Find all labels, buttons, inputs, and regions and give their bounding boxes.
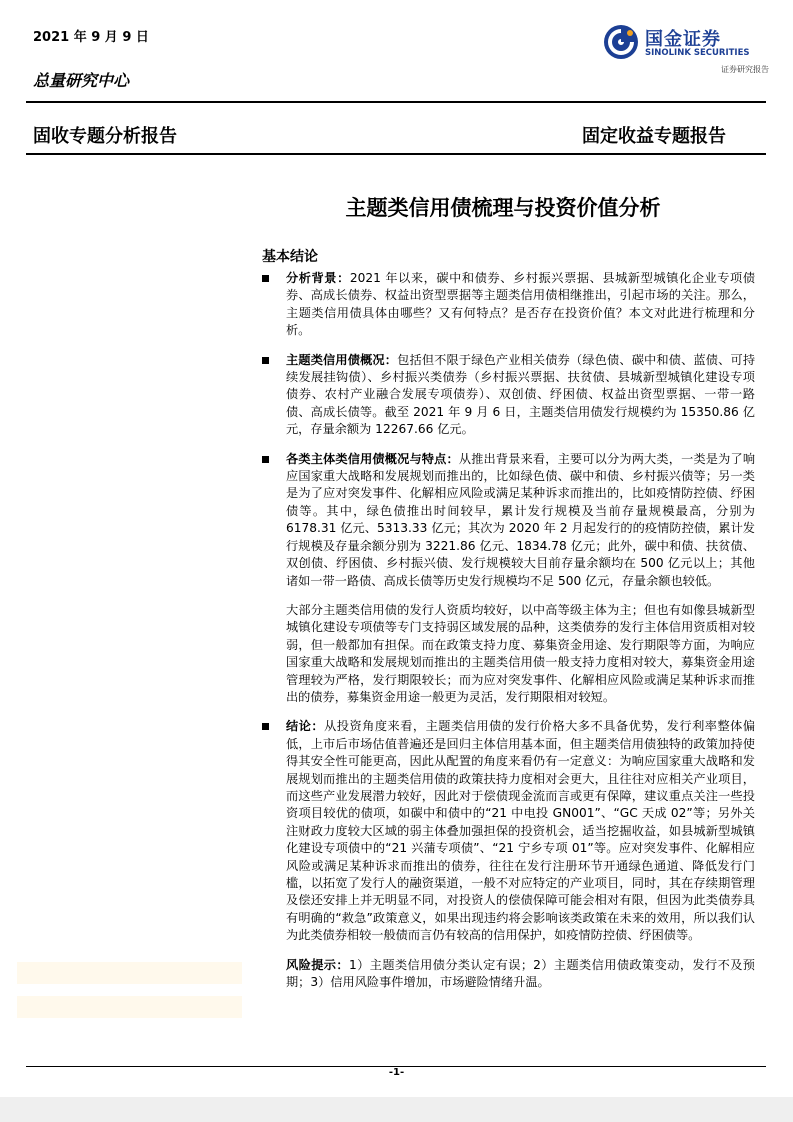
bullet-features bbox=[262, 451, 755, 590]
header-rule-bottom bbox=[26, 153, 766, 155]
bullet-text: 从推出背景来看，主要可以分为两大类，一类是为了响应国家重大战略和发展规划而推出的，比如绿色债、碳中和债、乡村振兴债等；另一类是为了应对突发事件、化解相应风险或满足某种诉求而推出的，比如疫情防控债、纾困债等。其中，绿色债推出时间较早，累计发行规模及当前存量规模最高，分别为 6178.31 亿元、5313.33 亿元；其次为 2020 年 2 月起发行的的疫情防控债，累计发行规模及存量余额分别为 3221.86 亿元、1834.78 亿元；此外，碳中和债、扶贫债、双创债、纾困债、乡村振兴债、发行规模较大目前存量余额均在 500 亿元以上；其他诸如一带一路债、高成长债等历史发行规模均不足 500 亿元，存量余额也较低。 bbox=[286, 451, 756, 588]
footer-band bbox=[0, 1097, 793, 1122]
logo-subtitle: 证券研究报告 bbox=[721, 65, 769, 74]
header-rule-top bbox=[26, 101, 766, 103]
sidebar-shade-block bbox=[17, 962, 242, 984]
report-date: 2021 年 9 月 9 日 bbox=[33, 30, 149, 45]
logo-name-en: SINOLINK SECURITIES bbox=[645, 48, 750, 58]
risk-label: 风险提示： bbox=[286, 957, 349, 972]
bullet-text: 从投资角度来看，主题类信用债的发行价格大多不具备优势，发行利率整体偏低，上市后市场估值普遍还是回归主体信用基本面，但主题类信用债独特的政策加持使得其安全性可能更高，因此从配置的角度来看仍有一定意义：为响应国家重大战略和发展规划而推出的主题类信用债的政策扶持力度相对会更大，且往往对应相关产业项目，而这些产业发展潜力较好，因此对于偿债现金流而言或更有保障，建议重点关注一些投资项目较优的债项，如碳中和债中的“21 中电投 GN001”、“GC 天成 02”等；另外关注财政力度较大区域的弱主体叠加强担保的投资机会，适当挖掘收益，如县城新型城镇化建设专项债中的“21 兴蒲专项债”、“21 宁乡专项 01”等。应对突发事件、化解相应风险或满足某种诉求而推出的债券，往往在发行注册环节开通绿色通道、降低发行门槛，以拓宽了发行人的融资渠道，一般不对应特定的产业项目，同时，其在存续期管理及偿还安排上并无明显不同，对投资人的偿债保障可能会相对有限，但因为此类债券具有明确的“救急”政策意义，如果出现违约将会影响该类政策在未来的效用，所以我们认为此类债券相较一般债而言仍有较高的信用保护，如疫情防控债、纾困债等。 bbox=[286, 719, 756, 943]
research-center: 总量研究中心 bbox=[33, 71, 130, 90]
paragraph-text: 大部分主题类信用债的发行人资质均较好，以中高等级主体为主；但也有如像县城新型城镇化建设专项债等专门支持弱区域发展的品种，这类债券的发行主体信用资质相对较弱，但一般都加有担保。而在政策支持力度、募集资金用途、发行期限等方面，为响应国家重大战略和发展规划而推出的主题类信用债一般支持力度相对较大，募集资金用途管理较为严格，发行期限较长；而为应对突发事件、化解相应风险或满足某种诉求而推出的债券，募集资金用途一般更为灵活，发行期限相对较短。 bbox=[286, 602, 755, 704]
bullet-square-icon bbox=[262, 357, 269, 364]
bullet-label: 主题类信用债概况： bbox=[286, 352, 398, 367]
logo-name-cn: 国金证券 bbox=[645, 29, 721, 50]
bullet-square-icon bbox=[262, 275, 269, 282]
report-type-left: 固收专题分析报告 bbox=[33, 126, 177, 147]
paragraph-risk bbox=[262, 957, 755, 992]
bullet-overview bbox=[262, 352, 755, 439]
bullet-label: 结论： bbox=[286, 719, 325, 734]
bullet-square-icon bbox=[262, 456, 269, 463]
logo-mark-icon bbox=[603, 24, 639, 60]
summary-body bbox=[262, 270, 755, 1003]
bullet-square-icon bbox=[262, 723, 269, 730]
page-number: -1- bbox=[388, 1067, 405, 1078]
report-type-right: 固定收益专题报告 bbox=[582, 126, 726, 147]
bullet-background bbox=[262, 270, 755, 340]
bullet-conclusion bbox=[262, 718, 755, 944]
page-title: 主题类信用债梳理与投资价值分析 bbox=[345, 196, 661, 220]
bullet-text: 包括但不限于绿色产业相关债券（绿色债、碳中和债、蓝债、可持续发展挂钩债）、乡村振兴类债券（乡村振兴票据、扶贫债、县城新型城镇化建设专项债券、农村产业融合发展专项债券）、双创债、纾困债、权益出资型票据、一带一路债、高成长债等。截至 2021 年 9 月 6 日，主题类信用债发行规模约为 15350.86 亿元，存量余额为 12267.66 亿元。 bbox=[286, 352, 756, 437]
section-heading: 基本结论 bbox=[262, 249, 318, 265]
company-logo bbox=[603, 24, 769, 74]
sidebar-shade-block bbox=[17, 996, 242, 1018]
bullet-label: 分析背景： bbox=[286, 271, 350, 285]
bullet-label: 各类主体类信用债概况与特点： bbox=[286, 451, 459, 466]
paragraph-issuers bbox=[262, 602, 755, 706]
risk-text: 1）主题类信用债分类认定有误；2）主题类信用债政策变动，发行不及预期；3）信用风险事件增加，市场避险情绪升温。 bbox=[286, 957, 755, 990]
bullet-text: 2021 年以来，碳中和债券、乡村振兴票据、县城新型城镇化企业专项债券、高成长债券、权益出资型票据等主题类信用债相继推出，引起市场的关注。那么，主题类信用债具体由哪些？又有何特点？是否存在投资价值？本文对此进行梳理和分析。 bbox=[286, 271, 756, 338]
